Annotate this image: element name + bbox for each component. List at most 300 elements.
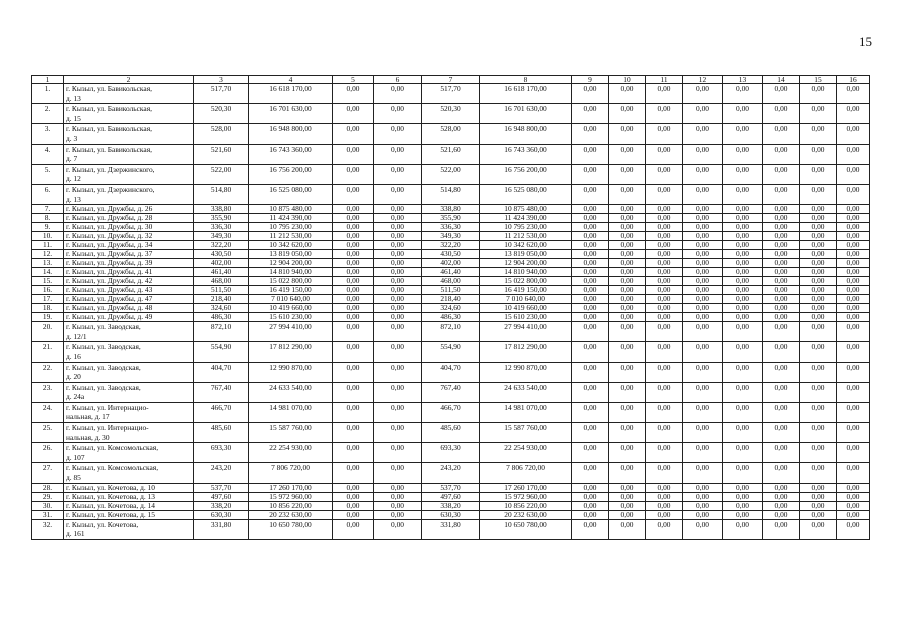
value-cell: 0,00 bbox=[800, 443, 837, 463]
table-row bbox=[32, 214, 870, 223]
value-cell: 0,00 bbox=[763, 84, 800, 104]
value-cell: 331,80 bbox=[422, 519, 480, 539]
value-cell: 0,00 bbox=[763, 510, 800, 519]
value-cell: 0,00 bbox=[837, 443, 870, 463]
address-cell bbox=[64, 313, 194, 322]
value-cell: 0,00 bbox=[763, 205, 800, 214]
address-line: г. Кызыл, ул. Дружбы, д. 32 bbox=[66, 231, 153, 241]
value-cell: 0,00 bbox=[609, 510, 646, 519]
value-cell: 0,00 bbox=[572, 382, 609, 402]
table-row bbox=[32, 492, 870, 501]
column-header: 12 bbox=[683, 76, 723, 84]
value-cell: 0,00 bbox=[800, 268, 837, 277]
value-cell: 0,00 bbox=[800, 501, 837, 510]
value-cell: 20 232 630,00 bbox=[480, 510, 572, 519]
column-header: 9 bbox=[572, 76, 609, 84]
value-cell: 0,00 bbox=[723, 443, 763, 463]
address-cell bbox=[64, 259, 194, 268]
table-row bbox=[32, 295, 870, 304]
value-cell: 15 587 760,00 bbox=[480, 423, 572, 443]
value-cell: 0,00 bbox=[837, 259, 870, 268]
address-line: г. Кызыл, ул. Дзержинского, bbox=[66, 164, 155, 174]
value-cell: 243,20 bbox=[194, 463, 249, 483]
value-cell: 0,00 bbox=[723, 304, 763, 313]
value-cell: 0,00 bbox=[723, 362, 763, 382]
value-cell: 336,30 bbox=[194, 223, 249, 232]
value-cell: 0,00 bbox=[572, 519, 609, 539]
value-cell: 0,00 bbox=[763, 104, 800, 124]
value-cell: 0,00 bbox=[609, 268, 646, 277]
value-cell: 0,00 bbox=[683, 124, 723, 144]
value-cell: 0,00 bbox=[800, 304, 837, 313]
address-line: г. Кызыл, ул. Бавикольская, bbox=[66, 124, 152, 134]
value-cell: 0,00 bbox=[763, 362, 800, 382]
value-cell: 0,00 bbox=[333, 184, 374, 204]
value-cell: 872,10 bbox=[194, 322, 249, 342]
table-row bbox=[32, 402, 870, 422]
value-cell: 0,00 bbox=[763, 501, 800, 510]
value-cell: 0,00 bbox=[723, 286, 763, 295]
value-cell: 522,00 bbox=[422, 164, 480, 184]
value-cell: 324,60 bbox=[422, 304, 480, 313]
value-cell: 13 819 050,00 bbox=[480, 250, 572, 259]
value-cell: 0,00 bbox=[572, 463, 609, 483]
value-cell: 0,00 bbox=[800, 510, 837, 519]
value-cell: 24 633 540,00 bbox=[249, 382, 333, 402]
column-header: 10 bbox=[609, 76, 646, 84]
value-cell: 17 812 290,00 bbox=[249, 342, 333, 362]
value-cell: 0,00 bbox=[683, 84, 723, 104]
value-cell: 10 856 220,00 bbox=[249, 501, 333, 510]
value-cell: 0,00 bbox=[837, 223, 870, 232]
value-cell: 0,00 bbox=[609, 295, 646, 304]
table-row bbox=[32, 144, 870, 164]
value-cell: 0,00 bbox=[763, 232, 800, 241]
table-row bbox=[32, 286, 870, 295]
value-cell: 0,00 bbox=[723, 313, 763, 322]
address-cell bbox=[64, 268, 194, 277]
value-cell: 0,00 bbox=[763, 295, 800, 304]
value-cell: 0,00 bbox=[837, 144, 870, 164]
value-cell: 0,00 bbox=[837, 463, 870, 483]
value-cell: 0,00 bbox=[572, 304, 609, 313]
value-cell: 0,00 bbox=[800, 322, 837, 342]
value-cell: 0,00 bbox=[646, 510, 683, 519]
address-cell bbox=[64, 84, 194, 104]
value-cell: 0,00 bbox=[374, 205, 422, 214]
value-cell: 12 904 200,00 bbox=[480, 259, 572, 268]
value-cell: 0,00 bbox=[609, 250, 646, 259]
column-header: 2 bbox=[64, 76, 194, 84]
value-cell: 0,00 bbox=[646, 342, 683, 362]
value-cell: 336,30 bbox=[422, 223, 480, 232]
value-cell: 15 972 960,00 bbox=[249, 492, 333, 501]
value-cell: 0,00 bbox=[763, 402, 800, 422]
address-line: д. 13 bbox=[66, 194, 81, 204]
value-cell: 322,20 bbox=[194, 241, 249, 250]
value-cell: 0,00 bbox=[800, 277, 837, 286]
value-cell: 0,00 bbox=[800, 382, 837, 402]
value-cell: 16 419 150,00 bbox=[480, 286, 572, 295]
value-cell: 0,00 bbox=[609, 259, 646, 268]
address-cell bbox=[64, 104, 194, 124]
value-cell: 0,00 bbox=[683, 144, 723, 164]
value-cell: 0,00 bbox=[763, 519, 800, 539]
value-cell: 522,00 bbox=[194, 164, 249, 184]
value-cell: 0,00 bbox=[646, 492, 683, 501]
value-cell: 0,00 bbox=[800, 223, 837, 232]
value-cell: 0,00 bbox=[333, 443, 374, 463]
address-line: г. Кызыл, ул. Заводская, bbox=[66, 322, 141, 332]
value-cell: 0,00 bbox=[572, 124, 609, 144]
table-row bbox=[32, 84, 870, 104]
address-cell bbox=[64, 492, 194, 501]
column-header: 3 bbox=[194, 76, 249, 84]
address-line: г. Кызыл, ул. Интернацио- bbox=[66, 402, 149, 412]
value-cell: 466,70 bbox=[422, 402, 480, 422]
value-cell: 0,00 bbox=[837, 295, 870, 304]
row-number: 32. bbox=[32, 519, 64, 539]
value-cell: 0,00 bbox=[609, 519, 646, 539]
value-cell: 497,60 bbox=[194, 492, 249, 501]
value-cell: 10 650 780,00 bbox=[480, 519, 572, 539]
column-header: 4 bbox=[249, 76, 333, 84]
value-cell: 10 419 660,00 bbox=[480, 304, 572, 313]
value-cell: 14 810 940,00 bbox=[249, 268, 333, 277]
address-line: д. 85 bbox=[66, 473, 81, 483]
value-cell: 521,60 bbox=[422, 144, 480, 164]
value-cell: 461,40 bbox=[194, 268, 249, 277]
table-row bbox=[32, 259, 870, 268]
address-line: г. Кызыл, ул. Кочетова, д. 10 bbox=[66, 483, 155, 492]
value-cell: 322,20 bbox=[422, 241, 480, 250]
value-cell: 22 254 930,00 bbox=[480, 443, 572, 463]
value-cell: 0,00 bbox=[333, 463, 374, 483]
value-cell: 402,00 bbox=[422, 259, 480, 268]
address-cell bbox=[64, 277, 194, 286]
value-cell: 10 342 620,00 bbox=[480, 241, 572, 250]
value-cell: 0,00 bbox=[800, 259, 837, 268]
value-cell: 0,00 bbox=[333, 277, 374, 286]
value-cell: 14 981 070,00 bbox=[480, 402, 572, 422]
table-row bbox=[32, 483, 870, 492]
value-cell: 0,00 bbox=[609, 144, 646, 164]
row-number: 23. bbox=[32, 382, 64, 402]
row-number: 14. bbox=[32, 268, 64, 277]
address-cell bbox=[64, 241, 194, 250]
value-cell: 0,00 bbox=[723, 423, 763, 443]
value-cell: 0,00 bbox=[800, 124, 837, 144]
value-cell: 0,00 bbox=[683, 164, 723, 184]
value-cell: 0,00 bbox=[572, 443, 609, 463]
address-cell bbox=[64, 510, 194, 519]
value-cell: 0,00 bbox=[800, 519, 837, 539]
value-cell: 16 948 800,00 bbox=[480, 124, 572, 144]
value-cell: 0,00 bbox=[763, 313, 800, 322]
address-line: г. Кызыл, ул. Кочетова, д. 15 bbox=[66, 510, 155, 519]
value-cell: 0,00 bbox=[723, 205, 763, 214]
table-row bbox=[32, 382, 870, 402]
value-cell: 0,00 bbox=[683, 277, 723, 286]
value-cell: 0,00 bbox=[800, 241, 837, 250]
value-cell: 404,70 bbox=[194, 362, 249, 382]
value-cell: 7 010 640,00 bbox=[249, 295, 333, 304]
row-number: 18. bbox=[32, 304, 64, 313]
value-cell: 10 795 230,00 bbox=[249, 223, 333, 232]
value-cell: 10 795 230,00 bbox=[480, 223, 572, 232]
address-line: г. Кызыл, ул. Дружбы, д. 30 bbox=[66, 222, 153, 232]
value-cell: 0,00 bbox=[837, 232, 870, 241]
address-cell bbox=[64, 382, 194, 402]
value-cell: 0,00 bbox=[374, 423, 422, 443]
value-cell: 0,00 bbox=[572, 492, 609, 501]
value-cell: 0,00 bbox=[837, 402, 870, 422]
value-cell: 468,00 bbox=[422, 277, 480, 286]
value-cell: 14 810 940,00 bbox=[480, 268, 572, 277]
value-cell: 0,00 bbox=[333, 268, 374, 277]
value-cell: 17 260 170,00 bbox=[480, 483, 572, 492]
value-cell: 0,00 bbox=[683, 423, 723, 443]
value-cell: 0,00 bbox=[609, 277, 646, 286]
address-line: д. 12/1 bbox=[66, 331, 87, 341]
value-cell: 10 419 660,00 bbox=[249, 304, 333, 313]
column-header: 6 bbox=[374, 76, 422, 84]
value-cell: 0,00 bbox=[333, 519, 374, 539]
table-row bbox=[32, 313, 870, 322]
value-cell: 0,00 bbox=[723, 402, 763, 422]
address-cell bbox=[64, 232, 194, 241]
value-cell: 17 260 170,00 bbox=[249, 483, 333, 492]
value-cell: 0,00 bbox=[333, 362, 374, 382]
value-cell: 461,40 bbox=[422, 268, 480, 277]
value-cell: 0,00 bbox=[572, 214, 609, 223]
value-cell: 0,00 bbox=[646, 277, 683, 286]
value-cell: 0,00 bbox=[763, 268, 800, 277]
address-cell bbox=[64, 124, 194, 144]
value-cell: 0,00 bbox=[333, 313, 374, 322]
value-cell: 0,00 bbox=[572, 286, 609, 295]
table-row bbox=[32, 501, 870, 510]
value-cell: 514,80 bbox=[194, 184, 249, 204]
value-cell: 0,00 bbox=[837, 362, 870, 382]
value-cell: 0,00 bbox=[800, 423, 837, 443]
value-cell: 0,00 bbox=[646, 313, 683, 322]
value-cell: 0,00 bbox=[800, 402, 837, 422]
value-cell: 0,00 bbox=[572, 104, 609, 124]
value-cell: 0,00 bbox=[374, 164, 422, 184]
table-row bbox=[32, 223, 870, 232]
row-number: 19. bbox=[32, 313, 64, 322]
value-cell: 7 806 720,00 bbox=[480, 463, 572, 483]
address-line: г. Кызыл, ул. Заводская, bbox=[66, 362, 141, 372]
value-cell: 0,00 bbox=[333, 205, 374, 214]
value-cell: 0,00 bbox=[374, 250, 422, 259]
value-cell: 0,00 bbox=[683, 382, 723, 402]
value-cell: 0,00 bbox=[763, 443, 800, 463]
value-cell: 0,00 bbox=[683, 362, 723, 382]
value-cell: 0,00 bbox=[609, 304, 646, 313]
value-cell: 17 812 290,00 bbox=[480, 342, 572, 362]
value-cell: 16 701 630,00 bbox=[480, 104, 572, 124]
value-cell: 0,00 bbox=[646, 295, 683, 304]
value-cell: 0,00 bbox=[723, 250, 763, 259]
value-cell: 0,00 bbox=[683, 241, 723, 250]
address-line: г. Кызыл, ул. Дружбы, д. 49 bbox=[66, 312, 153, 322]
value-cell: 0,00 bbox=[572, 295, 609, 304]
value-cell: 10 875 480,00 bbox=[249, 205, 333, 214]
value-cell: 338,80 bbox=[422, 205, 480, 214]
value-cell: 0,00 bbox=[646, 184, 683, 204]
address-cell bbox=[64, 443, 194, 463]
value-cell: 0,00 bbox=[609, 164, 646, 184]
value-cell: 0,00 bbox=[763, 250, 800, 259]
value-cell: 521,60 bbox=[194, 144, 249, 164]
value-cell: 0,00 bbox=[374, 510, 422, 519]
value-cell: 0,00 bbox=[572, 510, 609, 519]
address-line: г. Кызыл, ул. Комсомольская, bbox=[66, 443, 159, 453]
value-cell: 0,00 bbox=[763, 342, 800, 362]
address-cell bbox=[64, 322, 194, 342]
value-cell: 0,00 bbox=[333, 501, 374, 510]
value-cell: 0,00 bbox=[374, 483, 422, 492]
row-number: 27. bbox=[32, 463, 64, 483]
address-cell bbox=[64, 223, 194, 232]
value-cell: 0,00 bbox=[609, 104, 646, 124]
address-line: г. Кызыл, ул. Бавикольская, bbox=[66, 84, 152, 93]
value-cell: 486,30 bbox=[422, 313, 480, 322]
value-cell: 0,00 bbox=[572, 223, 609, 232]
table-row bbox=[32, 463, 870, 483]
value-cell: 0,00 bbox=[683, 214, 723, 223]
address-line: д. 3 bbox=[66, 133, 78, 143]
value-cell: 0,00 bbox=[646, 144, 683, 164]
value-cell: 0,00 bbox=[683, 342, 723, 362]
value-cell: 0,00 bbox=[572, 423, 609, 443]
value-cell: 0,00 bbox=[646, 286, 683, 295]
address-cell bbox=[64, 519, 194, 539]
value-cell: 0,00 bbox=[374, 382, 422, 402]
value-cell: 0,00 bbox=[609, 382, 646, 402]
value-cell: 517,70 bbox=[422, 84, 480, 104]
value-cell: 0,00 bbox=[683, 295, 723, 304]
value-cell: 0,00 bbox=[683, 313, 723, 322]
value-cell: 0,00 bbox=[800, 463, 837, 483]
value-cell: 693,30 bbox=[422, 443, 480, 463]
value-cell: 0,00 bbox=[723, 342, 763, 362]
value-cell: 11 424 390,00 bbox=[480, 214, 572, 223]
value-cell: 0,00 bbox=[572, 184, 609, 204]
value-cell: 0,00 bbox=[837, 342, 870, 362]
value-cell: 0,00 bbox=[800, 313, 837, 322]
address-line: д. 161 bbox=[66, 529, 85, 539]
value-cell: 0,00 bbox=[800, 342, 837, 362]
row-number: 17. bbox=[32, 295, 64, 304]
value-cell: 0,00 bbox=[723, 268, 763, 277]
column-header: 16 bbox=[837, 76, 870, 84]
value-cell: 0,00 bbox=[374, 501, 422, 510]
value-cell: 218,40 bbox=[422, 295, 480, 304]
row-number: 28. bbox=[32, 483, 64, 492]
value-cell: 0,00 bbox=[333, 322, 374, 342]
value-cell: 0,00 bbox=[837, 277, 870, 286]
value-cell: 349,30 bbox=[422, 232, 480, 241]
value-cell: 0,00 bbox=[683, 232, 723, 241]
value-cell: 0,00 bbox=[333, 232, 374, 241]
address-line: нальная, д. 17 bbox=[66, 412, 110, 422]
value-cell: 0,00 bbox=[763, 286, 800, 295]
value-cell: 0,00 bbox=[723, 214, 763, 223]
value-cell: 0,00 bbox=[646, 241, 683, 250]
table-row bbox=[32, 519, 870, 539]
value-cell: 0,00 bbox=[646, 259, 683, 268]
value-cell: 485,60 bbox=[194, 423, 249, 443]
value-cell: 14 981 070,00 bbox=[249, 402, 333, 422]
address-line: г. Кызыл, ул. Кочетова, bbox=[66, 519, 139, 529]
column-header: 1 bbox=[32, 76, 64, 84]
address-line: г. Кызыл, ул. Дружбы, д. 39 bbox=[66, 258, 153, 268]
table-row bbox=[32, 362, 870, 382]
value-cell: 554,90 bbox=[422, 342, 480, 362]
address-line: нальная, д. 30 bbox=[66, 432, 110, 442]
address-line: г. Кызыл, ул. Дружбы, д. 37 bbox=[66, 249, 153, 259]
value-cell: 22 254 930,00 bbox=[249, 443, 333, 463]
value-cell: 0,00 bbox=[333, 382, 374, 402]
value-cell: 15 022 800,00 bbox=[480, 277, 572, 286]
value-cell: 0,00 bbox=[609, 313, 646, 322]
value-cell: 0,00 bbox=[683, 286, 723, 295]
table-row bbox=[32, 510, 870, 519]
value-cell: 0,00 bbox=[646, 84, 683, 104]
address-cell bbox=[64, 402, 194, 422]
value-cell: 554,90 bbox=[194, 342, 249, 362]
value-cell: 0,00 bbox=[609, 205, 646, 214]
address-line: г. Кызыл, ул. Дружбы, д. 28 bbox=[66, 213, 153, 223]
value-cell: 0,00 bbox=[683, 268, 723, 277]
value-cell: 0,00 bbox=[374, 241, 422, 250]
value-cell: 27 994 410,00 bbox=[480, 322, 572, 342]
value-cell: 0,00 bbox=[646, 164, 683, 184]
column-header: 14 bbox=[763, 76, 800, 84]
address-line: г. Кызыл, ул. Бавикольская, bbox=[66, 104, 152, 114]
address-cell bbox=[64, 501, 194, 510]
value-cell: 0,00 bbox=[837, 205, 870, 214]
value-cell: 0,00 bbox=[572, 322, 609, 342]
value-cell: 520,30 bbox=[422, 104, 480, 124]
value-cell: 0,00 bbox=[837, 423, 870, 443]
value-cell: 0,00 bbox=[683, 223, 723, 232]
column-header: 5 bbox=[333, 76, 374, 84]
value-cell: 0,00 bbox=[763, 241, 800, 250]
value-cell: 20 232 630,00 bbox=[249, 510, 333, 519]
table-row bbox=[32, 124, 870, 144]
value-cell: 485,60 bbox=[422, 423, 480, 443]
value-cell: 0,00 bbox=[333, 259, 374, 268]
value-cell: 0,00 bbox=[800, 104, 837, 124]
value-cell: 0,00 bbox=[837, 241, 870, 250]
value-cell: 0,00 bbox=[646, 232, 683, 241]
value-cell: 0,00 bbox=[646, 423, 683, 443]
value-cell: 767,40 bbox=[194, 382, 249, 402]
value-cell: 0,00 bbox=[763, 124, 800, 144]
value-cell: 0,00 bbox=[572, 483, 609, 492]
row-number: 8. bbox=[32, 214, 64, 223]
address-line: д. 13 bbox=[66, 93, 81, 103]
value-cell: 0,00 bbox=[683, 483, 723, 492]
row-number: 31. bbox=[32, 510, 64, 519]
value-cell: 0,00 bbox=[646, 205, 683, 214]
value-cell: 0,00 bbox=[646, 124, 683, 144]
value-cell: 0,00 bbox=[723, 463, 763, 483]
